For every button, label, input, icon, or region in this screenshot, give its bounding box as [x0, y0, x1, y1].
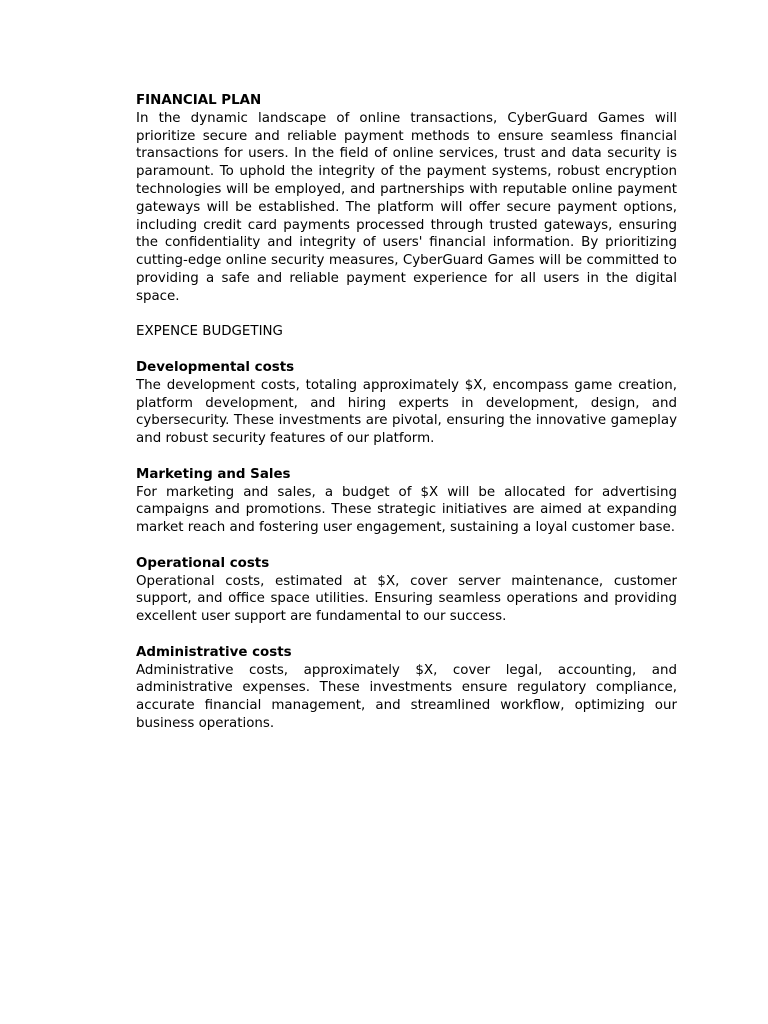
- section-body: For marketing and sales, a budget of $X will be allocated for advertising campaigns and promotions. These strategic initiatives are aimed at expanding market reach and fostering user engagement, sustaining a loyal customer base.: [136, 484, 677, 536]
- section-developmental-costs: [136, 359, 677, 448]
- section-body: The development costs, totaling approximately $X, encompass game creation, platform development, and hiring experts in development, design, and cybersecurity. These investments are pivotal, ensuring the innovative gameplay and robust security features of our platform.: [136, 377, 677, 447]
- section-heading: Operational costs: [136, 555, 270, 571]
- document-page: [136, 92, 677, 733]
- intro-paragraph: In the dynamic landscape of online transactions, CyberGuard Games will prioritize secure and reliable payment methods to ensure seamless financial transactions for users. In the field of online services, trust and data security is paramount. To uphold the integrity of the payment systems, robust encryption technologies will be employed, and partnerships with reputable online payment gateways will be established. The platform will offer secure payment options, including credit card payments processed through trusted gateways, ensuring the confidentiality and integrity of users' financial information. By prioritizing cutting-edge online security measures, CyberGuard Games will be committed to providing a safe and reliable payment experience for all users in the digital space.: [136, 110, 677, 304]
- section-marketing-and-sales: [136, 466, 677, 537]
- document-title: FINANCIAL PLAN: [136, 93, 262, 108]
- budget-section-label: EXPENCE BUDGETING: [136, 324, 283, 340]
- section-body: Administrative costs, approximately $X, cover legal, accounting, and administrative expenses. These investments ensure regulatory compliance, accurate financial management, and streamlined workflow, optimizing our business operations.: [136, 662, 677, 731]
- section-heading: Marketing and Sales: [136, 466, 291, 482]
- section-body: Operational costs, estimated at $X, cover server maintenance, customer support, and office space utilities. Ensuring seamless operations and providing excellent user support are fundamental to our success.: [136, 573, 677, 625]
- section-heading: Administrative costs: [136, 644, 292, 660]
- section-heading: Developmental costs: [136, 359, 295, 375]
- section-operational-costs: [136, 555, 677, 626]
- section-administrative-costs: [136, 644, 677, 733]
